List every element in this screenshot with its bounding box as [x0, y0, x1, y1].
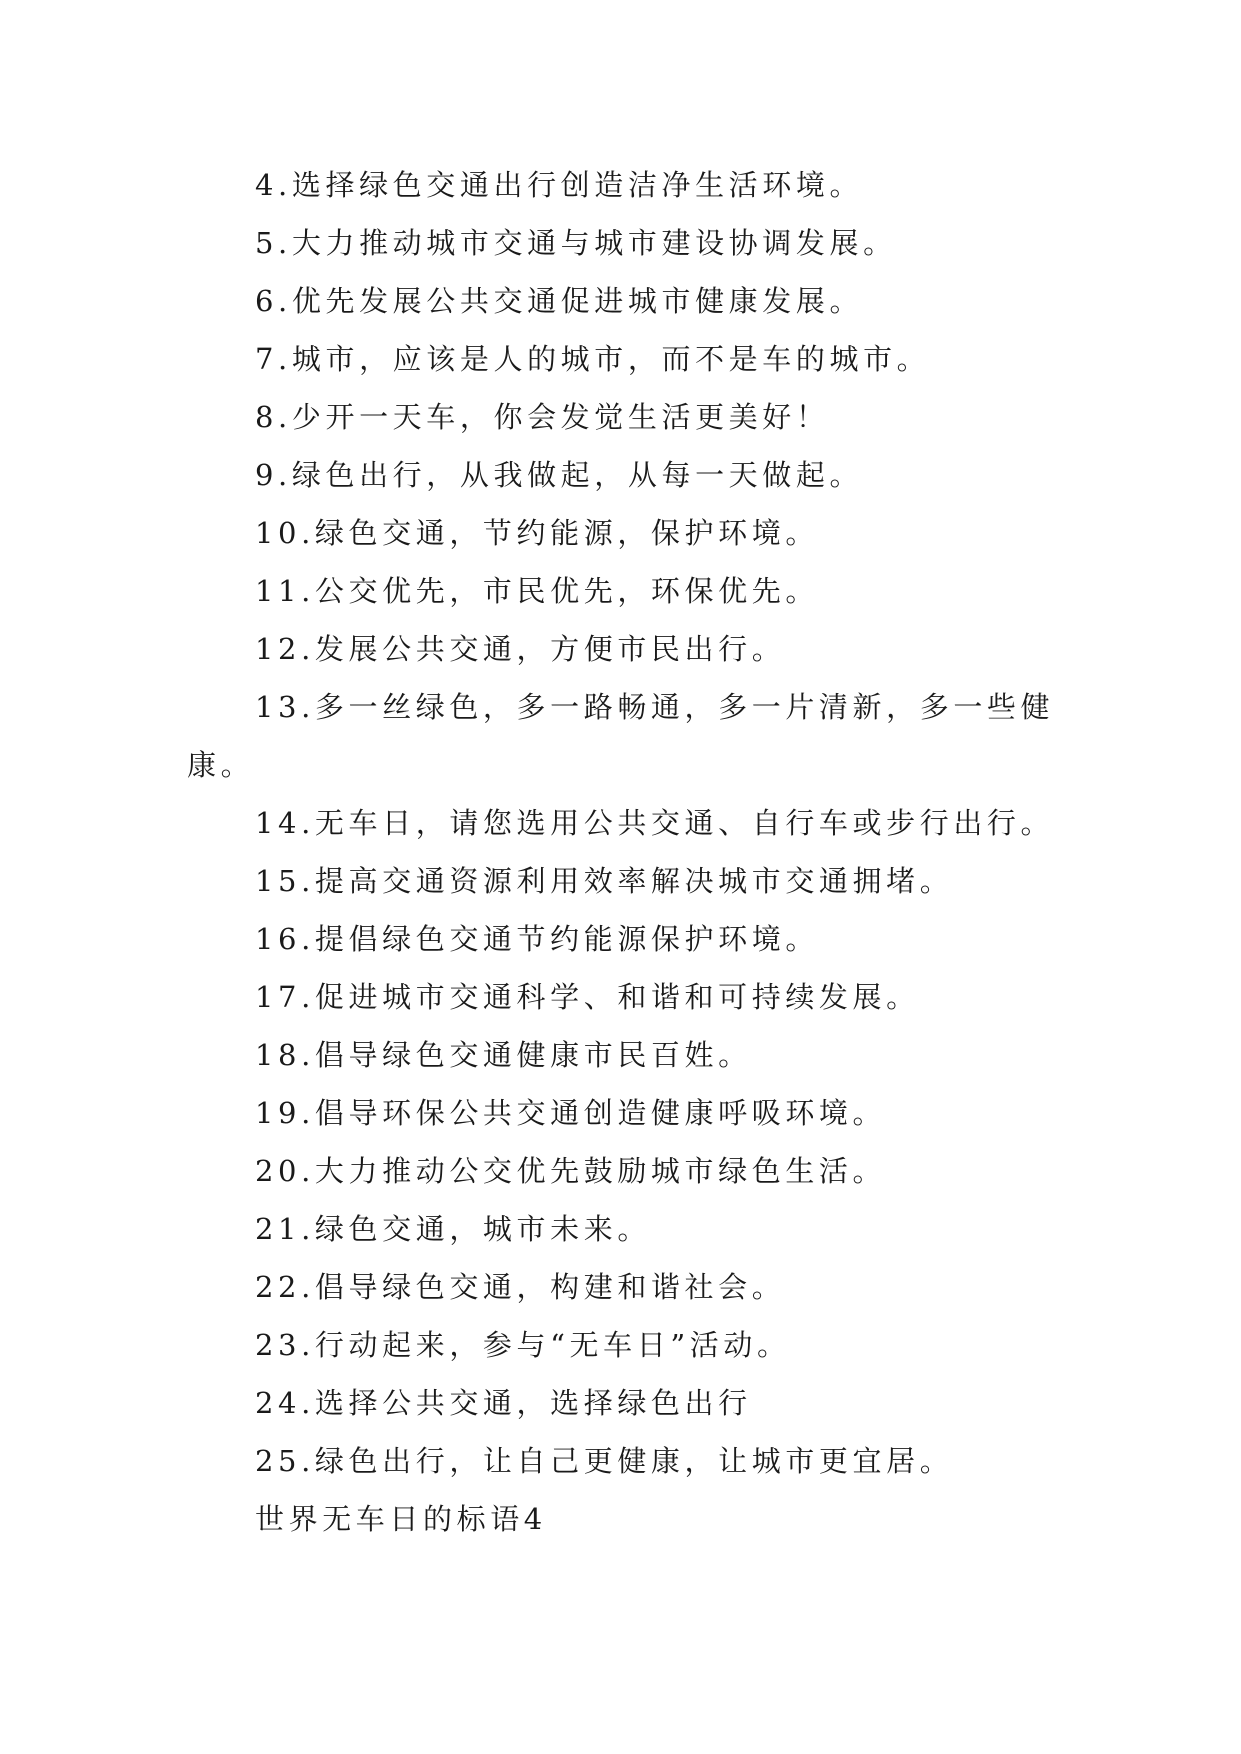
slogan-line: 4.选择绿色交通出行创造洁净生活环境。	[255, 168, 864, 202]
slogan-line: 6.优先发展公共交通促进城市健康发展。	[255, 284, 864, 318]
slogan-line: 19.倡导环保公共交通创造健康呼吸环境。	[255, 1096, 887, 1130]
document-body	[187, 156, 1053, 1548]
slogan-line: 22.倡导绿色交通，构建和谐社会。	[255, 1270, 786, 1304]
slogan-line: 20.大力推动公交优先鼓励城市绿色生活。	[255, 1154, 887, 1188]
slogan-line: 24.选择公共交通，选择绿色出行	[255, 1386, 752, 1420]
slogan-line: 9.绿色出行，从我做起，从每一天做起。	[255, 458, 864, 492]
slogan-line: 13.多一丝绿色，多一路畅通，多一片清新，多一些健	[255, 690, 1055, 724]
slogan-line: 15.提高交通资源利用效率解决城市交通拥堵。	[255, 864, 954, 898]
slogan-line: 5.大力推动城市交通与城市建设协调发展。	[255, 226, 897, 260]
section-heading: 世界无车日的标语4	[255, 1502, 547, 1536]
slogan-line: 16.提倡绿色交通节约能源保护环境。	[255, 922, 819, 956]
slogan-line: 14.无车日，请您选用公共交通、自行车或步行出行。	[255, 806, 1055, 840]
slogan-line: 7.城市，应该是人的城市，而不是车的城市。	[255, 342, 931, 376]
slogan-line: 10.绿色交通，节约能源，保护环境。	[255, 516, 819, 550]
slogan-line: 23.行动起来，参与“无车日”活动。	[255, 1328, 791, 1362]
slogan-line: 17.促进城市交通科学、和谐和可持续发展。	[255, 980, 920, 1014]
slogan-line-continuation: 康。	[187, 748, 255, 782]
slogan-line: 25.绿色出行，让自己更健康，让城市更宜居。	[255, 1444, 954, 1478]
slogan-line: 11.公交优先，市民优先，环保优先。	[255, 574, 819, 608]
slogan-line: 21.绿色交通，城市未来。	[255, 1212, 651, 1246]
slogan-line: 8.少开一天车，你会发觉生活更美好！	[255, 400, 830, 434]
slogan-line: 18.倡导绿色交通健康市民百姓。	[255, 1038, 752, 1072]
slogan-line: 12.发展公共交通，方便市民出行。	[255, 632, 786, 666]
